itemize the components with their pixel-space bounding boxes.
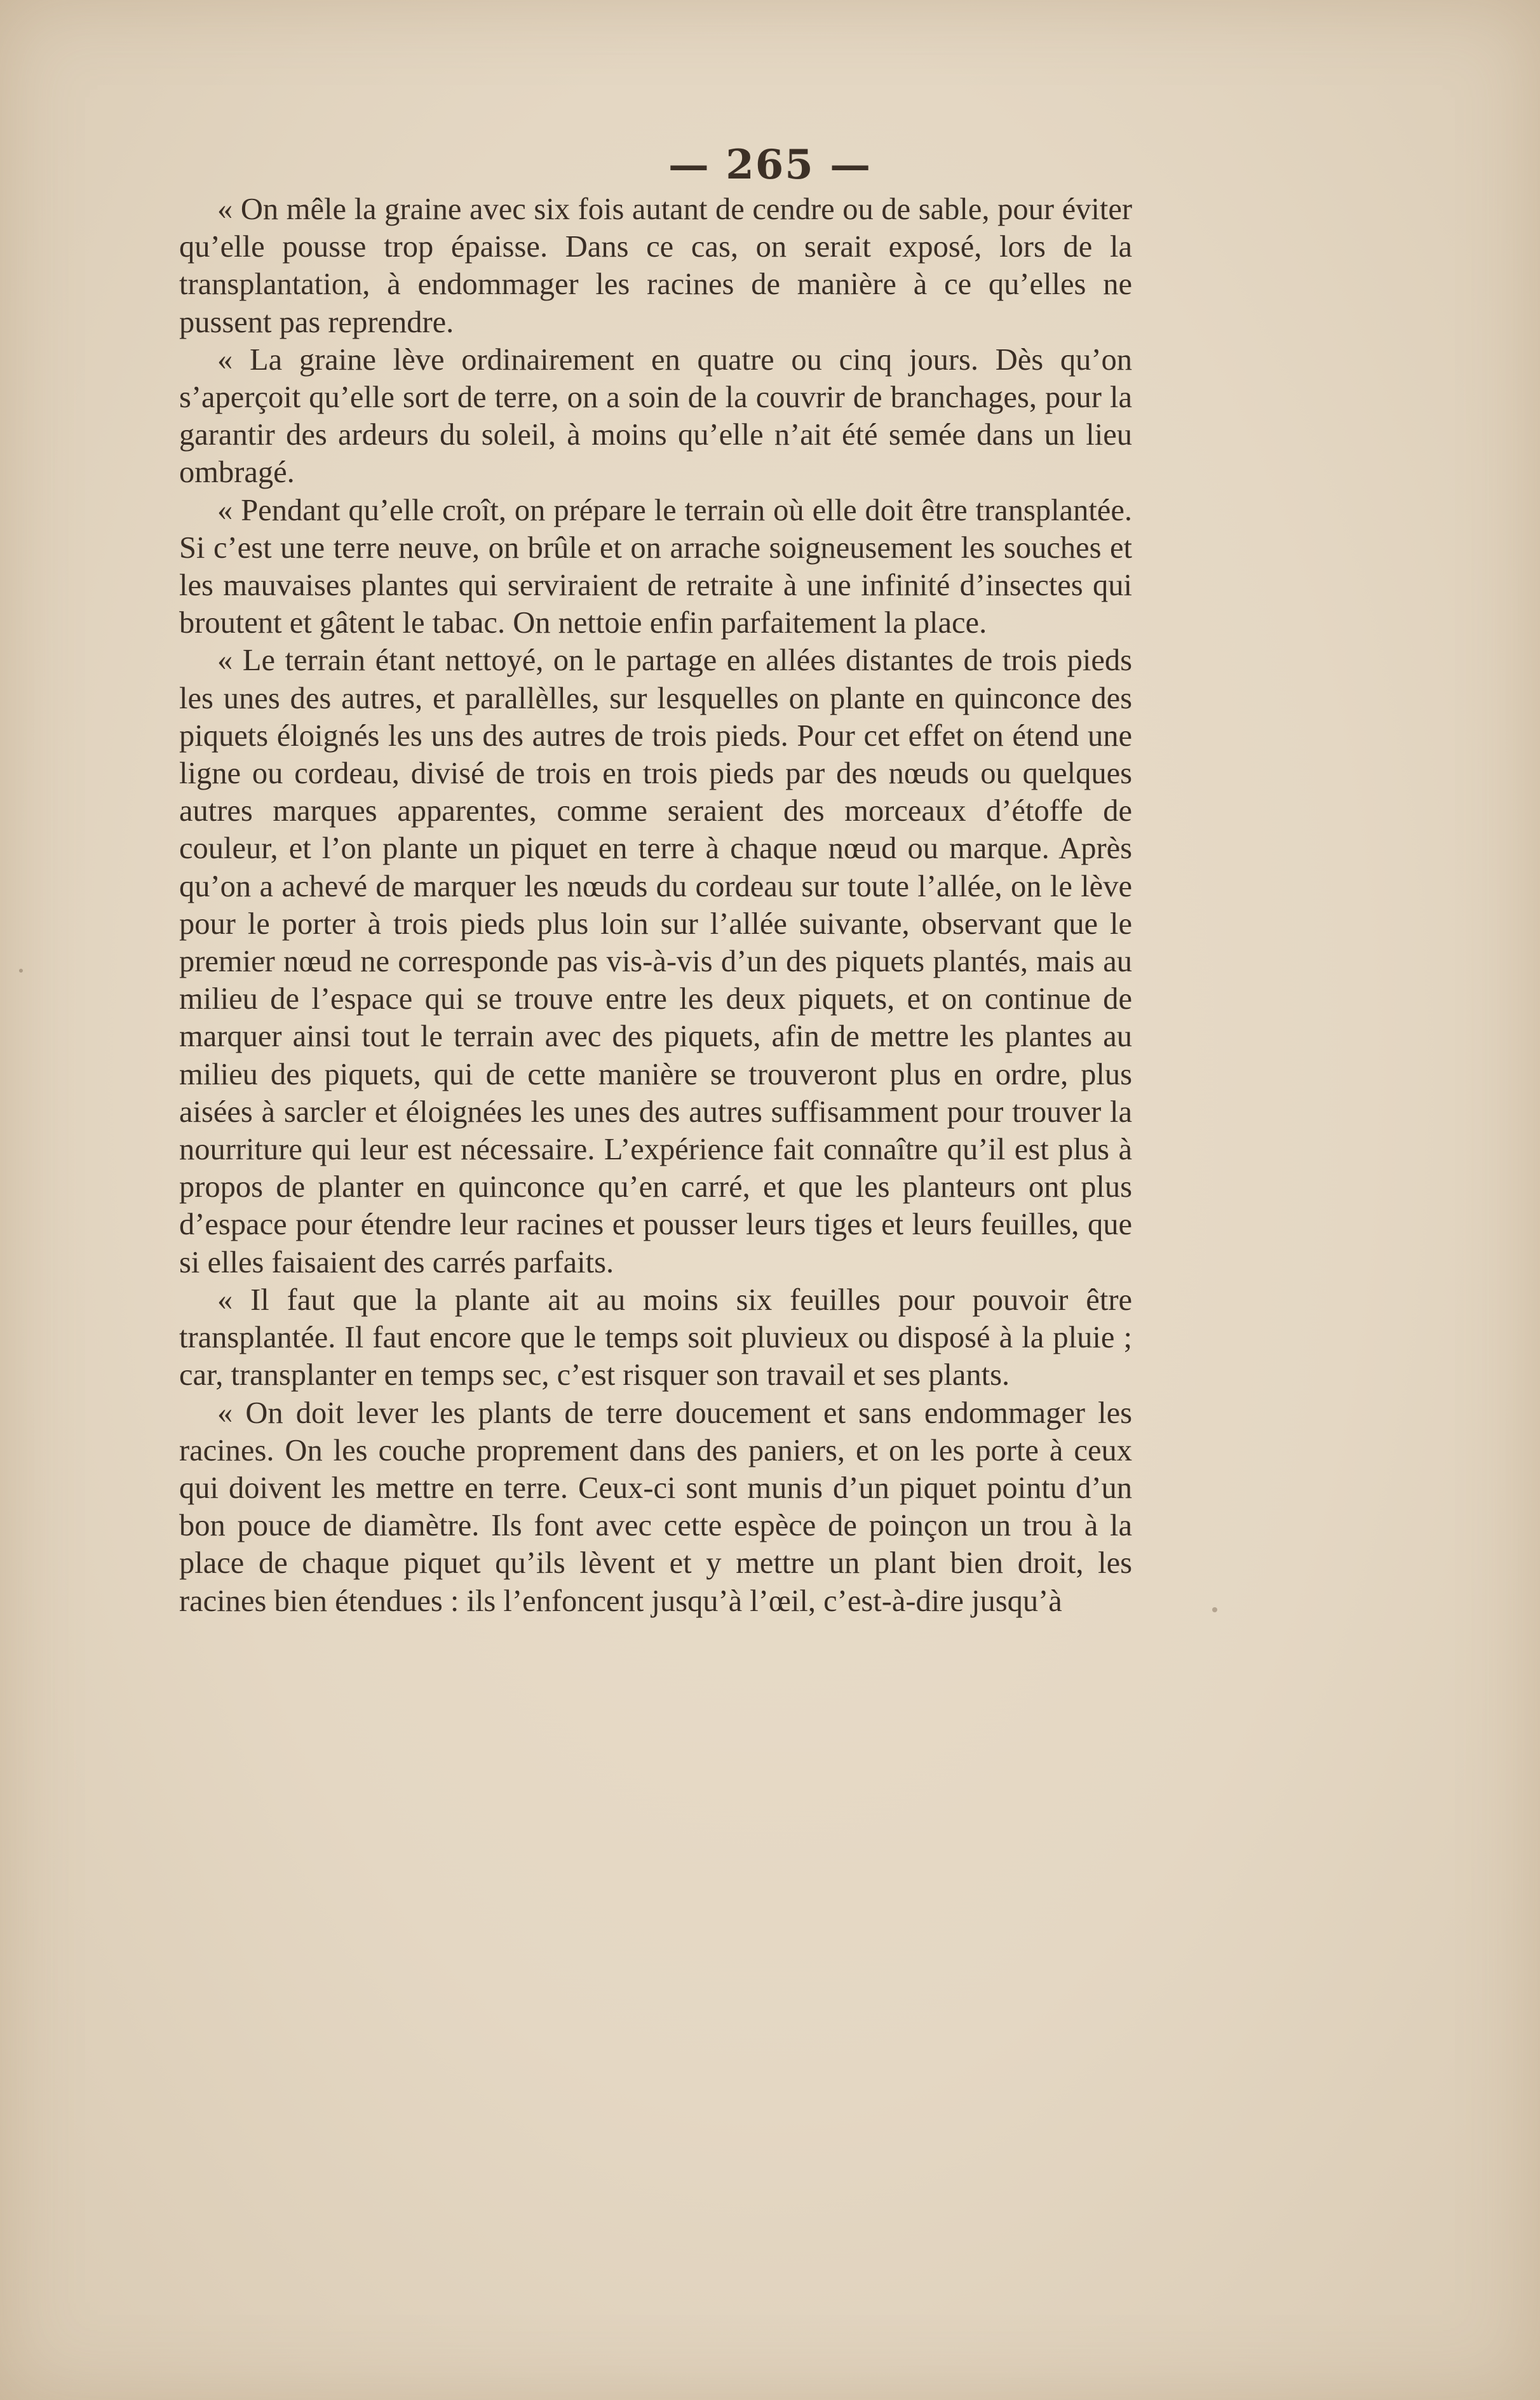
body-text <box>179 191 1132 1620</box>
paper-speck <box>1212 1607 1217 1612</box>
paragraph-six-feuilles: « Il faut que la plante ait au moins six feuilles pour pouvoir être transplantée. Il faut encore que le temps soit pluvieux ou disposé à la pluie ; car, transplanter en temps sec, c’est risquer son travail et ses plants. <box>179 1283 1132 1392</box>
paragraph-graine-cendre: « On mêle la graine avec six fois autant de cendre ou de sable, pour éviter qu’elle pousse trop épaisse. Dans ce cas, on serait exposé, lors de la transplantation, à endommager les racines de manière à ce qu’elles ne pussent pas reprendre. <box>179 192 1132 339</box>
paper-speck <box>19 969 23 973</box>
paragraph-preparation-terrain: « Pendant qu’elle croît, on prépare le terrain où elle doit être transplantée. Si c’est une terre neuve, on brûle et on arrache soigneusement les souches et les mauvaises plantes qui serviraient de retraite à une infinité d’insectes qui broutent et gâtent le tabac. On nettoie enfin parfaitement la place. <box>179 493 1132 640</box>
paragraph-lever-plants: « On doit lever les plants de terre doucement et sans endommager les racines. On les couche proprement dans des paniers, et on les porte à ceux qui doivent les mettre en terre. Ceux-ci sont munis d’un piquet pointu d’un bon pouce de diamètre. Ils font avec cette espèce de poinçon un trou à la place de chaque piquet qu’ils lèvent et y mettre un plant bien droit, les racines bien étendues : ils l’enfoncent jusqu’à l’œil, c’est-à-dire jusqu’à <box>179 1396 1132 1618</box>
paragraph-allees-piquets: « Le terrain étant nettoyé, on le partage en allées distantes de trois pieds les unes des autres, et parallèlles, sur lesquelles on plante en quinconce des piquets éloignés les uns des autres de trois pieds. Pour cet effet on étend une ligne ou cordeau, divisé de trois en trois pieds par des nœuds ou quelques autres marques apparentes, comme seraient des morceaux d’étoffe de couleur, et l’on plante un piquet en terre à chaque nœud ou marque. Après qu’on a achevé de marquer les nœuds du cordeau sur toute l’allée, on le lève pour le porter à trois pieds plus loin sur l’allée suivante, observant que le premier nœud ne corresponde pas vis-à-vis d’un des piquets plantés, mais au milieu de l’espace qui se trouve entre les deux piquets, et on continue de marquer ainsi tout le terrain avec des piquets, afin de mettre les plantes au milieu des piquets, qui de cette manière se trouveront plus en ordre, plus aisées à sarcler et éloignées les unes des autres suffisamment pour trouver la nourriture qui leur est nécessaire. L’expérience fait connaître qu’il est plus à propos de planter en quinconce qu’en carré, et que les planteurs ont plus d’espace pour étendre leur racines et pousser leurs tiges et leurs feuilles, que si elles faisaient des carrés parfaits. <box>179 644 1132 1279</box>
page-number: — 265 — <box>668 141 872 189</box>
paragraph-graine-leve: « La graine lève ordinairement en quatre ou cinq jours. Dès qu’on s’aperçoit qu’elle sort de terre, on a soin de la couvrir de branchages, pour la garantir des ardeurs du soleil, à moins qu’elle n’ait été semée dans un lieu ombragé. <box>179 342 1132 490</box>
